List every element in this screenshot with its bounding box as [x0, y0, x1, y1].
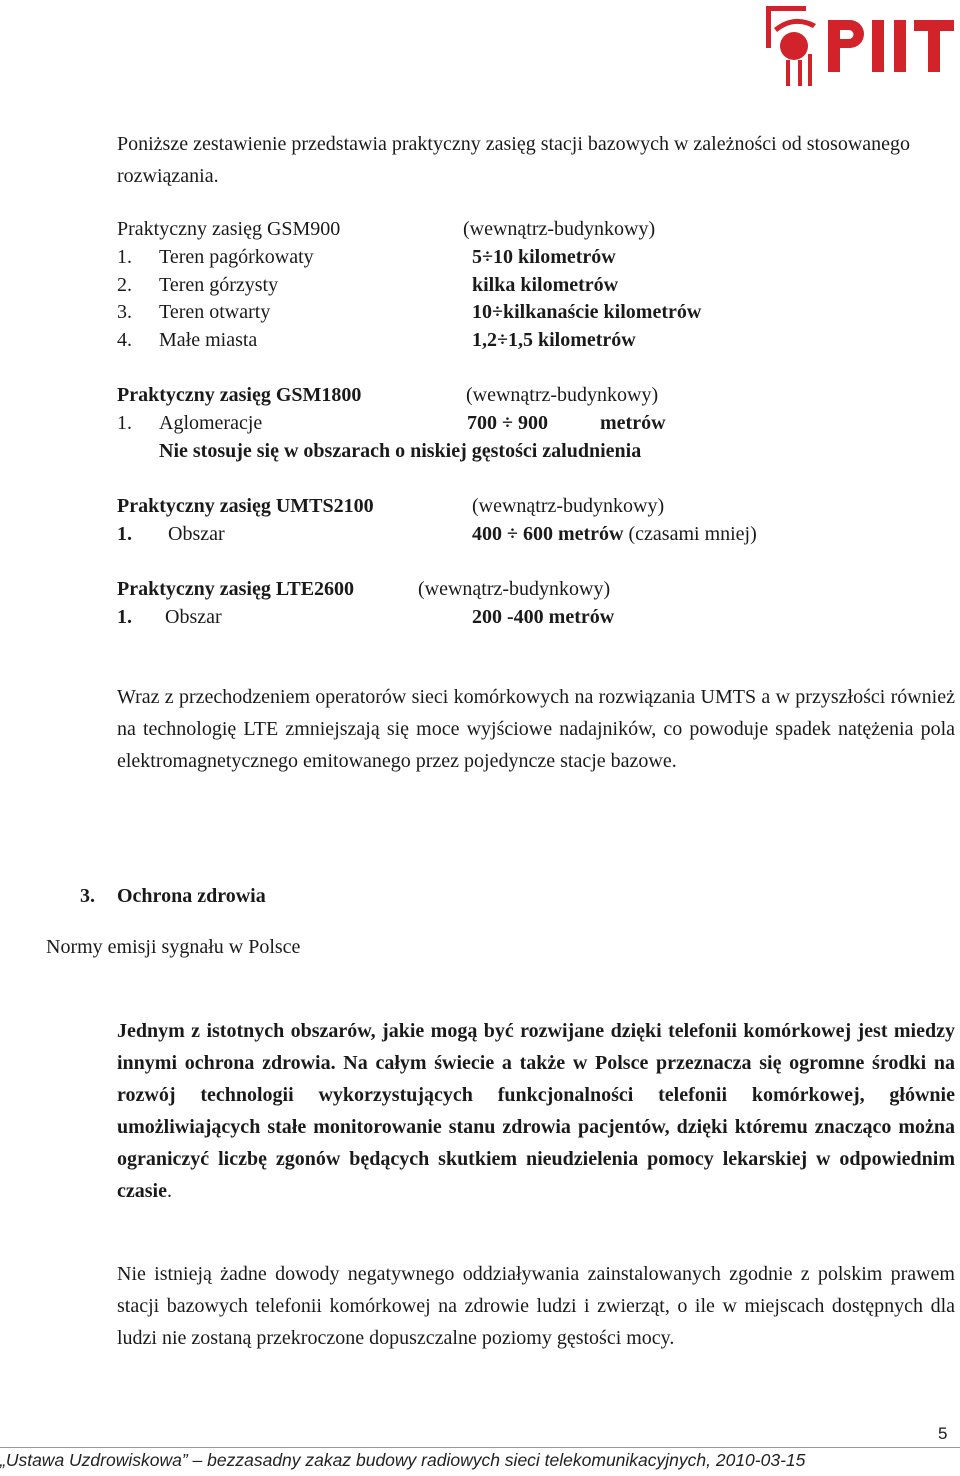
gsm900-row-label: Teren otwarty: [159, 301, 271, 323]
section-number: 3.: [80, 885, 95, 907]
gsm1800-title: Praktyczny zasięg GSM1800: [117, 384, 362, 406]
paragraph-health-end: .: [166, 1180, 172, 1202]
paragraph-health: [117, 1015, 955, 1207]
umts2100-note: (wewnątrz-budynkowy): [472, 495, 665, 517]
gsm1800-row-label: Aglomeracje: [159, 412, 263, 434]
lte2600-row-value: 200 -400 metrów: [472, 606, 615, 628]
footer-text: „Ustawa Uzdrowiskowa” – bezzasadny zakaz budowy radiowych sieci telekomunikacyjnych, 2010-03-15: [0, 1450, 806, 1470]
gsm900-row-value: 1,2÷1,5 kilometrów: [472, 329, 636, 351]
piit-logo: [764, 2, 958, 88]
gsm900-row-value: kilka kilometrów: [472, 274, 619, 296]
umts2100-row-num: 1.: [117, 523, 132, 545]
intro-paragraph: Poniższe zestawienie przedstawia praktyczny zasięg stacji bazowych w zależności od stosowanego rozwiązania.: [117, 133, 911, 187]
umts2100-row-value: 400 ÷ 600 metrów: [472, 523, 624, 545]
umts2100-row-label: Obszar: [168, 523, 225, 545]
paragraph-health-text: Jednym z istotnych obszarów, jakie mogą być rozwijane dzięki telefonii komórkowej jest miedzy innymi ochrona zdrowia. Na całym świecie a także w Polsce przeznacza się ogromne środki na rozwój technologii wykorzystujących funkcjonalności telefonii komórkowej, głównie umożliwiających stałe monitorowanie stanu zdrowia pacjentów, dzięki któremu znacząco można ograniczyć liczbę zgonów będących skutkiem nieudzielenia pomocy lekarskiej w odpowiednim czasie: [117, 1020, 955, 1202]
gsm900-row-label: Małe miasta: [159, 329, 258, 351]
section-title: Ochrona zdrowia: [117, 885, 266, 907]
footer-divider: [0, 1447, 960, 1448]
gsm900-row-num: 4.: [117, 329, 132, 351]
gsm900-note: (wewnątrz-budynkowy): [463, 218, 656, 240]
gsm1800-row-value: 700 ÷ 900: [467, 412, 548, 434]
umts2100-title: Praktyczny zasięg UMTS2100: [117, 495, 374, 517]
paragraph-operators: Wraz z przechodzeniem operatorów sieci komórkowych na rozwiązania UMTS a w przyszłości również na technologię LTE zmniejszają się moce wyjściowe nadajników, co powoduje spadek natężenia pola elektromagnetycznego emitowanego przez pojedyncze stacje bazowe.: [117, 686, 955, 772]
gsm900-title: Praktyczny zasięg GSM900: [117, 218, 341, 240]
gsm1800-note: (wewnątrz-budynkowy): [466, 384, 659, 406]
gsm1800-remark: Nie stosuje się w obszarach o niskiej gęstości zaludnienia: [159, 440, 642, 462]
gsm900-row-label: Teren górzysty: [159, 274, 279, 296]
umts2100-row-extra: (czasami mniej): [628, 523, 757, 545]
gsm900-row-num: 2.: [117, 274, 132, 296]
lte2600-title: Praktyczny zasięg LTE2600: [117, 578, 355, 600]
gsm1800-row-unit: metrów: [600, 412, 666, 434]
page-number: 5: [938, 1424, 948, 1443]
paragraph-no-evidence: Nie istnieją żadne dowody negatywnego oddziaływania zainstalowanych zgodnie z polskim prawem stacji bazowych telefonii komórkowej na zdrowie ludzi i zwierząt, o ile w miejscach dostępnych dla ludzi nie zostaną przekroczone dopuszczalne poziomy gęstości mocy.: [117, 1263, 955, 1349]
gsm900-row-num: 1.: [117, 246, 132, 268]
gsm1800-row-num: 1.: [117, 412, 132, 434]
gsm900-row-value: 10÷kilkanaście kilometrów: [472, 301, 702, 323]
umts2100-row-value-line: [472, 522, 757, 546]
gsm900-row-num: 3.: [117, 301, 132, 323]
lte2600-note: (wewnątrz-budynkowy): [418, 578, 611, 600]
lte2600-row-num: 1.: [117, 606, 132, 628]
subheading-emission-norms: Normy emisji sygnału w Polsce: [46, 936, 301, 958]
gsm900-row-value: 5÷10 kilometrów: [472, 246, 616, 268]
gsm900-row-label: Teren pagórkowaty: [159, 246, 314, 268]
lte2600-row-label: Obszar: [165, 606, 222, 628]
